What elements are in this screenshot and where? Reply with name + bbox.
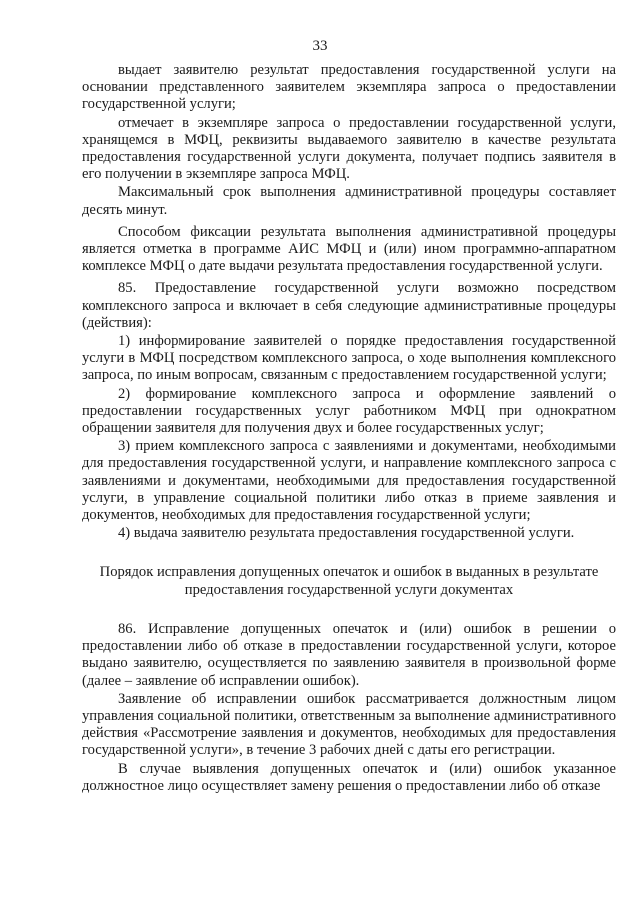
paragraph-max-duration: Максимальный срок выполнения административной процедуры составляет десять минут.: [82, 184, 616, 218]
paragraph-fixation-method: Способом фиксации результата выполнения административной процедуры является отметка в программе АИС МФЦ и (или) ином программно-аппаратном комплексе МФЦ о дате выдачи результата предоставления государственной услуги.: [82, 223, 616, 275]
item-85-step-4: 4) выдача заявителю результата предоставления государственной услуги.: [118, 525, 575, 542]
item-85-step-2: 2) формирование комплексного запроса и оформление заявлений о предоставлении государственных услуг работником МФЦ при однократном обращении заявителя для получения двух и более государственных услуг;: [82, 385, 616, 437]
document-body: [82, 62, 616, 796]
item-85-step-3: 3) прием комплексного запроса с заявлениями и документами, необходимыми для предоставления государственной услуги, и направление комплексного запроса с заявлениями и документами, необходимыми для предоставления государственной услуги, в управление социальной политики либо отказ в приеме заявления и документов, необходимых для предоставления государственной услуги;: [82, 438, 616, 524]
paragraph-mark-request: отмечает в экземпляре запроса о предоставлении государственной услуги, хранящемся в МФЦ, реквизиты выдаваемого заявителю в качестве результата предоставления государственной услуги документа, получает подпись заявителя в его получении в экземпляре запроса МФЦ.: [82, 114, 616, 183]
paragraph-error-replacement: В случае выявления допущенных опечаток и (или) ошибок указанное должностное лицо осуществляет замену решения о предоставлении либо об отказе: [82, 760, 616, 794]
item-85-intro: 85. Предоставление государственной услуги возможно посредством комплексного запроса и включает в себя следующие административные процедуры (действия):: [82, 280, 616, 331]
section-heading: Порядок исправления допущенных опечаток и ошибок в выданных в результате предоставления государственной услуги документах: [99, 564, 599, 598]
page-number: 33: [312, 38, 328, 54]
paragraph-error-review: Заявление об исправлении ошибок рассматривается должностным лицом управления социальной политики, ответственным за выполнение административного действия «Рассмотрение заявления и документов, необходимых для предоставления государственной услуги», в течение 3 рабочих дней с даты его регистрации.: [82, 690, 616, 759]
paragraph-issue-result: выдает заявителю результат предоставления государственной услуги на основании представленного заявителем экземпляра запроса о предоставлении государственной услуги;: [82, 62, 616, 113]
item-85-step-1: 1) информирование заявителей о порядке предоставления государственной услуги в МФЦ посредством комплексного запроса, о ходе выполнения комплексного запроса, по иным вопросам, связанным с предоставлением государственной услуги;: [82, 333, 616, 384]
item-86-paragraph: 86. Исправление допущенных опечаток и (или) ошибок в решении о предоставлении либо об отказе в предоставлении государственной услуги, которое выдано заявителю, осуществляется по заявлению заявителя в произвольной форме (далее – заявление об исправлении ошибок).: [82, 620, 616, 689]
